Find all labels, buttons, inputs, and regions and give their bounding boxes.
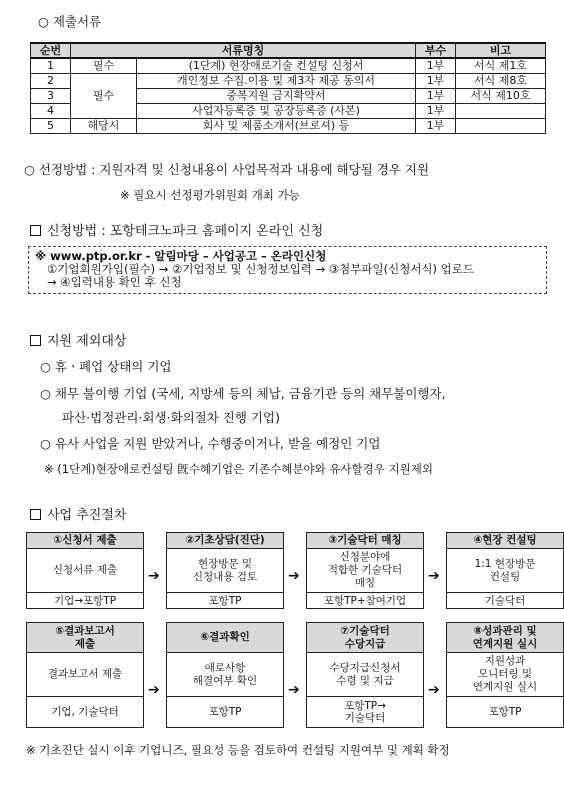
step-2: ②기초상담(진단) 현장방문 및 신청내용 검토 포항TP xyxy=(166,532,284,609)
apply-instructions-box xyxy=(28,246,547,294)
arrow-right-icon: ➔ xyxy=(288,568,300,584)
section-apply-method: 신청방법 : 포항테크노파크 홈페이지 온라인 신청 xyxy=(30,220,323,239)
col-no: 순번 xyxy=(31,43,71,58)
checkbox-square-icon xyxy=(30,335,41,346)
selection-note: ※ 필요시 선정평가위원회 개최 가능 xyxy=(120,188,300,202)
exclusion-item: ○ 유사 사업을 지원 받았거나, 수행중이거나, 받을 예정인 기업 xyxy=(40,436,381,451)
col-note: 비고 xyxy=(456,43,546,58)
apply-line-3: → ④입력내용 확인 후 신청 xyxy=(47,275,182,289)
arrow-right-icon: ➔ xyxy=(148,682,160,698)
checkbox-square-icon xyxy=(30,509,41,520)
step-7: ⑦기술닥터 수당지급 수당지급신청서 수령 및 지급 포항TP→ 기술닥터 xyxy=(306,622,424,728)
table-row: 2 필수 개인정보 수집.이용 및 제3자 제공 동의서 1부 서식 제8호 xyxy=(31,73,546,88)
exclusion-item: ○ 채무 불이행 기업 (국세, 지방세 등의 체납, 금융기관 등의 채무불이행자, xyxy=(40,386,446,401)
table-row: 4 사업자등록증 및 공장등록증 (사본) 1부 xyxy=(31,103,546,118)
arrow-right-icon: ➔ xyxy=(148,568,160,584)
section-submit-docs: ○ 제출서류 xyxy=(38,14,102,29)
section-selection: ○ 선정방법 : 지원자격 및 신청내용이 사업목적과 내용에 해당될 경우 지원 xyxy=(24,162,430,177)
apply-line-2: ①기업회원가입(필수) → ②기업정보 및 신청정보입력 → ③첨부파일(신청서식) 업로드 xyxy=(47,262,475,276)
arrow-right-icon: ➔ xyxy=(288,682,300,698)
group-required: 필수 xyxy=(71,58,137,73)
step-4: ④현장 컨설팅 1:1 현장방문 컨설팅 기술닥터 xyxy=(446,532,564,609)
step-6: ⑥결과확인 애로사항 해결여부 확인 포항TP xyxy=(166,622,284,728)
documents-table xyxy=(30,42,546,134)
col-count: 부수 xyxy=(416,43,456,58)
footer-note: ※ 기초진단 실시 이후 기업니즈, 필요성 등을 검토하여 컨설팅 지원여부 및 계획 확정 xyxy=(26,743,450,757)
table-row: 5 해당시 회사 및 제품소개서(브로셔) 등 1부 xyxy=(31,118,546,133)
group-required: 필수 xyxy=(71,73,137,118)
section-exclusion: 지원 제외대상 xyxy=(30,330,126,349)
arrow-right-icon: ➔ xyxy=(428,568,440,584)
table-row: 1 필수 (1단계) 현장애로기술 컨설팅 신청서 1부 서식 제1호 xyxy=(31,58,546,73)
group-optional: 해당시 xyxy=(71,118,137,133)
col-name: 서류명칭 xyxy=(71,43,416,58)
step-3: ③기술닥터 매칭 신청분야에 적합한 기술닥터 매칭 포항TP+참여기업 xyxy=(306,532,424,609)
arrow-right-icon: ➔ xyxy=(428,682,440,698)
step-1: ①신청서 제출 신청서류 제출 기업→포항TP xyxy=(26,532,144,609)
step-8: ⑧성과관리 및 연계지원 실시 지원성과 모니터링 및 연계지원 실시 포항TP xyxy=(446,622,564,728)
exclusion-item: ○ 휴ㆍ폐업 상태의 기업 xyxy=(40,359,172,374)
exclusion-note: ※ (1단계)현장애로컨설팅 旣수혜기업은 기존수혜분야와 유사할경우 지원제외 xyxy=(44,462,433,476)
table-row: 3 중복지원 금지확약서 1부 서식 제10호 xyxy=(31,88,546,103)
section-process: 사업 추진절차 xyxy=(30,504,126,523)
step-5: ⑤결과보고서 제출 결과보고서 제출 기업, 기술닥터 xyxy=(26,622,144,728)
checkbox-square-icon xyxy=(30,225,41,236)
exclusion-item: 파산·법정관리·회생·화의절차 진행 기업) xyxy=(62,410,280,425)
apply-line-1: ※ www.ptp.or.kr - 알림마당 – 사업공고 – 온라인신청 xyxy=(35,249,327,263)
